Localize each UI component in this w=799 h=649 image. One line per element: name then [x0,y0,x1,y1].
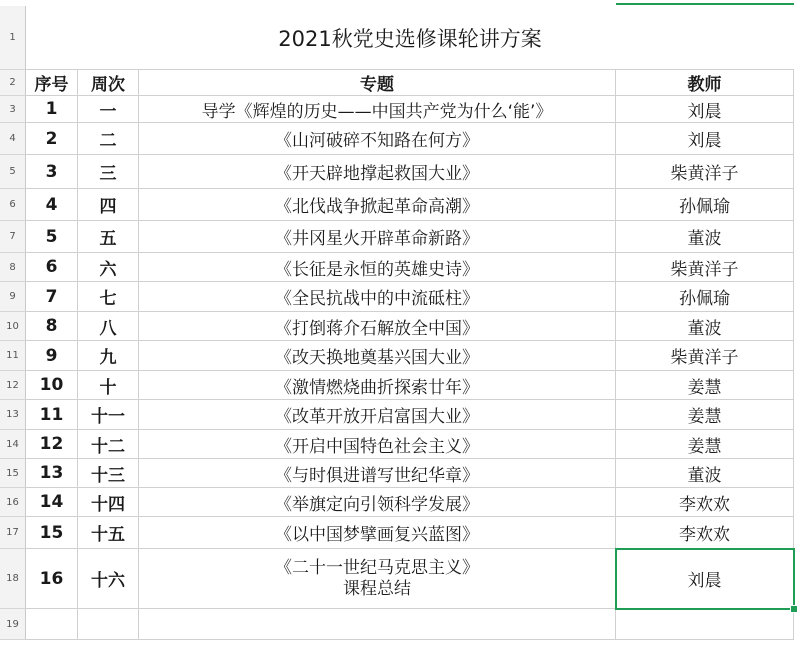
table-cell-no[interactable]: 14 [26,488,78,517]
table-cell-week[interactable]: 七 [78,282,139,312]
table-cell-week[interactable]: 十六 [78,549,139,609]
table-cell-topic[interactable]: 《举旗定向引领科学发展》 [139,488,616,517]
table-cell-week[interactable]: 十四 [78,488,139,517]
row-header[interactable]: 13 [0,400,26,430]
topic-line: 《二十一世纪马克思主义》 [275,557,479,578]
table-cell-no[interactable]: 9 [26,341,78,371]
row-header[interactable]: 18 [0,549,26,609]
table-cell-teacher[interactable]: 柴黄洋子 [616,155,794,189]
row-header[interactable]: 9 [0,282,26,312]
table-cell-teacher[interactable]: 李欢欢 [616,488,794,517]
table-cell-topic[interactable]: 《打倒蒋介石解放全中国》 [139,312,616,341]
row-header[interactable]: 4 [0,123,26,155]
fill-handle[interactable] [790,605,798,613]
table-cell-topic[interactable] [139,549,616,609]
column-header-no[interactable]: 序号 [26,70,78,96]
row-header[interactable]: 19 [0,609,26,640]
row-header[interactable]: 17 [0,517,26,549]
table-cell-week[interactable]: 八 [78,312,139,341]
table-cell-teacher[interactable]: 董波 [616,221,794,253]
table-cell-week[interactable]: 十五 [78,517,139,549]
table-cell-topic[interactable]: 《激情燃烧曲折探索廿年》 [139,371,616,400]
table-cell-teacher[interactable]: 姜慧 [616,430,794,459]
table-cell-topic[interactable]: 《山河破碎不知路在何方》 [139,123,616,155]
table-cell-no[interactable]: 6 [26,253,78,282]
row-header[interactable]: 11 [0,341,26,371]
table-cell-teacher[interactable]: 董波 [616,459,794,488]
table-cell-no[interactable]: 16 [26,549,78,609]
row-header[interactable]: 5 [0,155,26,189]
table-cell-week[interactable]: 二 [78,123,139,155]
row-header[interactable]: 1 [0,6,26,70]
row-header[interactable]: 8 [0,253,26,282]
table-cell-teacher[interactable]: 李欢欢 [616,517,794,549]
table-cell-topic[interactable]: 《改革开放开启富国大业》 [139,400,616,430]
table-cell-topic[interactable]: 《井冈星火开辟革命新路》 [139,221,616,253]
table-cell-week[interactable]: 四 [78,189,139,221]
table-cell-teacher[interactable]: 刘晨 [616,96,794,123]
table-cell-topic[interactable]: 导学《辉煌的历史——中国共产党为什么‘能’》 [139,96,616,123]
table-cell-week[interactable]: 五 [78,221,139,253]
row-header[interactable]: 6 [0,189,26,221]
row-header[interactable]: 2 [0,70,26,96]
prev-cell-selection [616,0,794,5]
table-cell-topic[interactable]: 《长征是永恒的英雄史诗》 [139,253,616,282]
table-cell-week[interactable]: 十一 [78,400,139,430]
table-cell-week[interactable]: 九 [78,341,139,371]
table-cell-topic[interactable]: 《全民抗战中的中流砥柱》 [139,282,616,312]
table-cell-no[interactable]: 10 [26,371,78,400]
table-cell-week[interactable]: 一 [78,96,139,123]
row-header[interactable]: 14 [0,430,26,459]
table-cell-topic[interactable]: 《改天换地奠基兴国大业》 [139,341,616,371]
table-cell-no[interactable]: 4 [26,189,78,221]
table-cell-no[interactable]: 8 [26,312,78,341]
table-cell-week[interactable]: 十二 [78,430,139,459]
table-cell-no[interactable]: 12 [26,430,78,459]
table-cell-no[interactable]: 11 [26,400,78,430]
empty-cell[interactable] [78,609,139,640]
table-cell-topic[interactable]: 《与时俱进谱写世纪华章》 [139,459,616,488]
row-header[interactable]: 16 [0,488,26,517]
row-header[interactable]: 15 [0,459,26,488]
table-cell-teacher[interactable]: 刘晨 [616,123,794,155]
table-cell-week[interactable]: 十三 [78,459,139,488]
topic-line: 课程总结 [343,578,411,599]
table-cell-no[interactable]: 5 [26,221,78,253]
table-cell-teacher[interactable]: 柴黄洋子 [616,341,794,371]
table-cell-no[interactable]: 13 [26,459,78,488]
table-cell-week[interactable]: 三 [78,155,139,189]
empty-cell[interactable] [139,609,616,640]
row-header[interactable]: 7 [0,221,26,253]
empty-cell[interactable] [616,609,794,640]
table-cell-no[interactable]: 1 [26,96,78,123]
column-header-week[interactable]: 周次 [78,70,139,96]
sheet-title[interactable]: 2021秋党史选修课轮讲方案 [26,6,794,70]
table-cell-no[interactable]: 7 [26,282,78,312]
table-cell-teacher[interactable]: 刘晨 [616,549,794,609]
table-cell-teacher[interactable]: 姜慧 [616,400,794,430]
empty-cell[interactable] [26,609,78,640]
table-cell-teacher[interactable]: 姜慧 [616,371,794,400]
row-header[interactable]: 3 [0,96,26,123]
table-cell-no[interactable]: 2 [26,123,78,155]
column-header-teacher[interactable]: 教师 [616,70,794,96]
column-header-topic[interactable]: 专题 [139,70,616,96]
table-cell-topic[interactable]: 《开启中国特色社会主义》 [139,430,616,459]
table-cell-topic[interactable]: 《以中国梦擘画复兴蓝图》 [139,517,616,549]
table-cell-teacher[interactable]: 柴黄洋子 [616,253,794,282]
table-cell-week[interactable]: 六 [78,253,139,282]
table-cell-no[interactable]: 15 [26,517,78,549]
table-cell-topic[interactable]: 《北伐战争掀起革命高潮》 [139,189,616,221]
table-cell-topic[interactable]: 《开天辟地撑起救国大业》 [139,155,616,189]
table-cell-teacher[interactable]: 孙佩瑜 [616,282,794,312]
row-header[interactable]: 10 [0,312,26,341]
table-cell-teacher[interactable]: 孙佩瑜 [616,189,794,221]
table-cell-no[interactable]: 3 [26,155,78,189]
table-cell-week[interactable]: 十 [78,371,139,400]
table-cell-teacher[interactable]: 董波 [616,312,794,341]
row-header[interactable]: 12 [0,371,26,400]
